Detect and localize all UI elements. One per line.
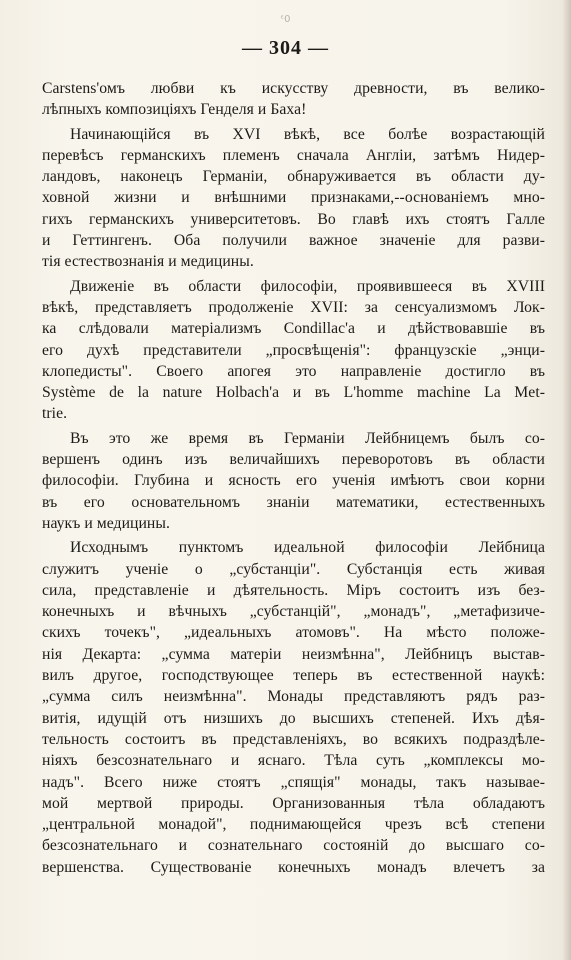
page-mark: ᵋ0 [280, 14, 291, 25]
text-line: служитъ ученіе о „субстанціи". Субстанція есть живая [42, 560, 545, 578]
text-line: trie. [42, 405, 68, 423]
paragraph-4 [42, 428, 545, 534]
text-line: философіи. Глубина и ясность его ученія имѣютъ свои корни [42, 472, 545, 490]
text-line: перевѣсъ германскихъ племенъ сначала Англіи, затѣмъ Нидер- [42, 146, 545, 164]
paragraph-3 [42, 276, 545, 425]
text-line: „сумма силъ неизмѣнна". Монады представляютъ рядъ раз- [42, 688, 545, 706]
text-line: ніяхъ безсознательнаго и яснаго. Тѣла суть „комплексы мо- [42, 752, 545, 770]
text-line: Carstens'омъ любви къ искусству древности, въ велико- [42, 80, 545, 97]
text-line: сила, представленіе и дѣятельность. Міръ состоитъ изъ без- [42, 581, 545, 599]
text-line: его духѣ представители „просвѣщенія": французскіе „энци- [42, 341, 545, 359]
text-line: лѣпныхъ композиціяхъ Генделя и Баха! [42, 101, 307, 119]
paragraph-5 [42, 537, 545, 878]
text-line: Système de la nature Holbach'a и въ L'homme machine La Met- [42, 384, 545, 402]
text-line: вилъ другое, господствующее теперь въ естественной наукѣ: [42, 667, 545, 685]
text-line: тія естествознанія и медицины. [42, 253, 254, 271]
text-line: „центральной монадой", поднимающейся чрезъ всѣ степени [42, 816, 545, 834]
text-line: мой мертвой природы. Организованныя тѣла обладаютъ [42, 794, 545, 812]
text-line: гихъ германскихъ университетовъ. Во главѣ ихъ стоятъ Галле [42, 210, 545, 228]
text-line: Исходнымъ пунктомъ идеальной философіи Лейбница [70, 539, 545, 557]
text-line: вершенъ одинъ изъ величайшихъ переворотовъ въ области [42, 451, 545, 469]
text-line: ховной жизни и внѣшними признаками,--основаніемъ мно- [42, 189, 545, 207]
text-line: наукъ и медицины. [42, 514, 170, 532]
text-line: вершенства. Существованіе конечныхъ монадъ влечетъ за [42, 858, 545, 876]
paragraph-1 [42, 78, 545, 121]
text-line: вѣкѣ, представляетъ продолженіе XVII: за сенсуализмомъ Лок- [42, 298, 545, 316]
text-line: безсознательнаго и сознательнаго состояній до высшаго со- [42, 837, 545, 855]
text-line: Начинающійся въ XVI вѣкѣ, все болѣе возрастающій [70, 125, 545, 143]
paragraph-2 [42, 124, 545, 273]
text-line: скихъ точекъ", „идеальныхъ атомовъ". На мѣсто положе- [42, 624, 545, 642]
text-line: конечныхъ и вѣчныхъ „субстанцій", „монадъ", „метафизиче- [42, 603, 545, 621]
page-number: — 304 — [242, 37, 329, 59]
page-body [42, 78, 545, 878]
text-line: нія Декарта: „сумма матеріи неизмѣнна", Лейбницъ выстав- [42, 645, 545, 663]
text-line: тельность состоитъ въ представленіяхъ, во всякихъ подраздѣле- [42, 730, 545, 748]
text-line: ка слѣдовали матеріализмъ Condillac'a и дѣйствовавшіе въ [42, 320, 545, 338]
text-line: надъ". Всего ниже стоятъ „спящія" монады, такъ называе- [42, 773, 545, 791]
text-line: клопедисты". Своего апогея это направленіе достигло въ [42, 362, 545, 380]
text-line: ландовъ, наконецъ Германіи, обнаруживается въ области ду- [42, 168, 545, 186]
text-line: витія, идущій отъ низшихъ до высшихъ степеней. Ихъ дѣя- [42, 709, 545, 727]
text-line: и Геттингенъ. Оба получили важное значеніе для разви- [42, 232, 545, 250]
text-line: Движеніе въ области философіи, проявившееся въ XVIII [70, 277, 545, 295]
text-line: въ его основательномъ знаніи математики, естественныхъ [42, 493, 545, 511]
text-line: Въ это же время въ Германіи Лейбницемъ былъ со- [70, 429, 545, 447]
